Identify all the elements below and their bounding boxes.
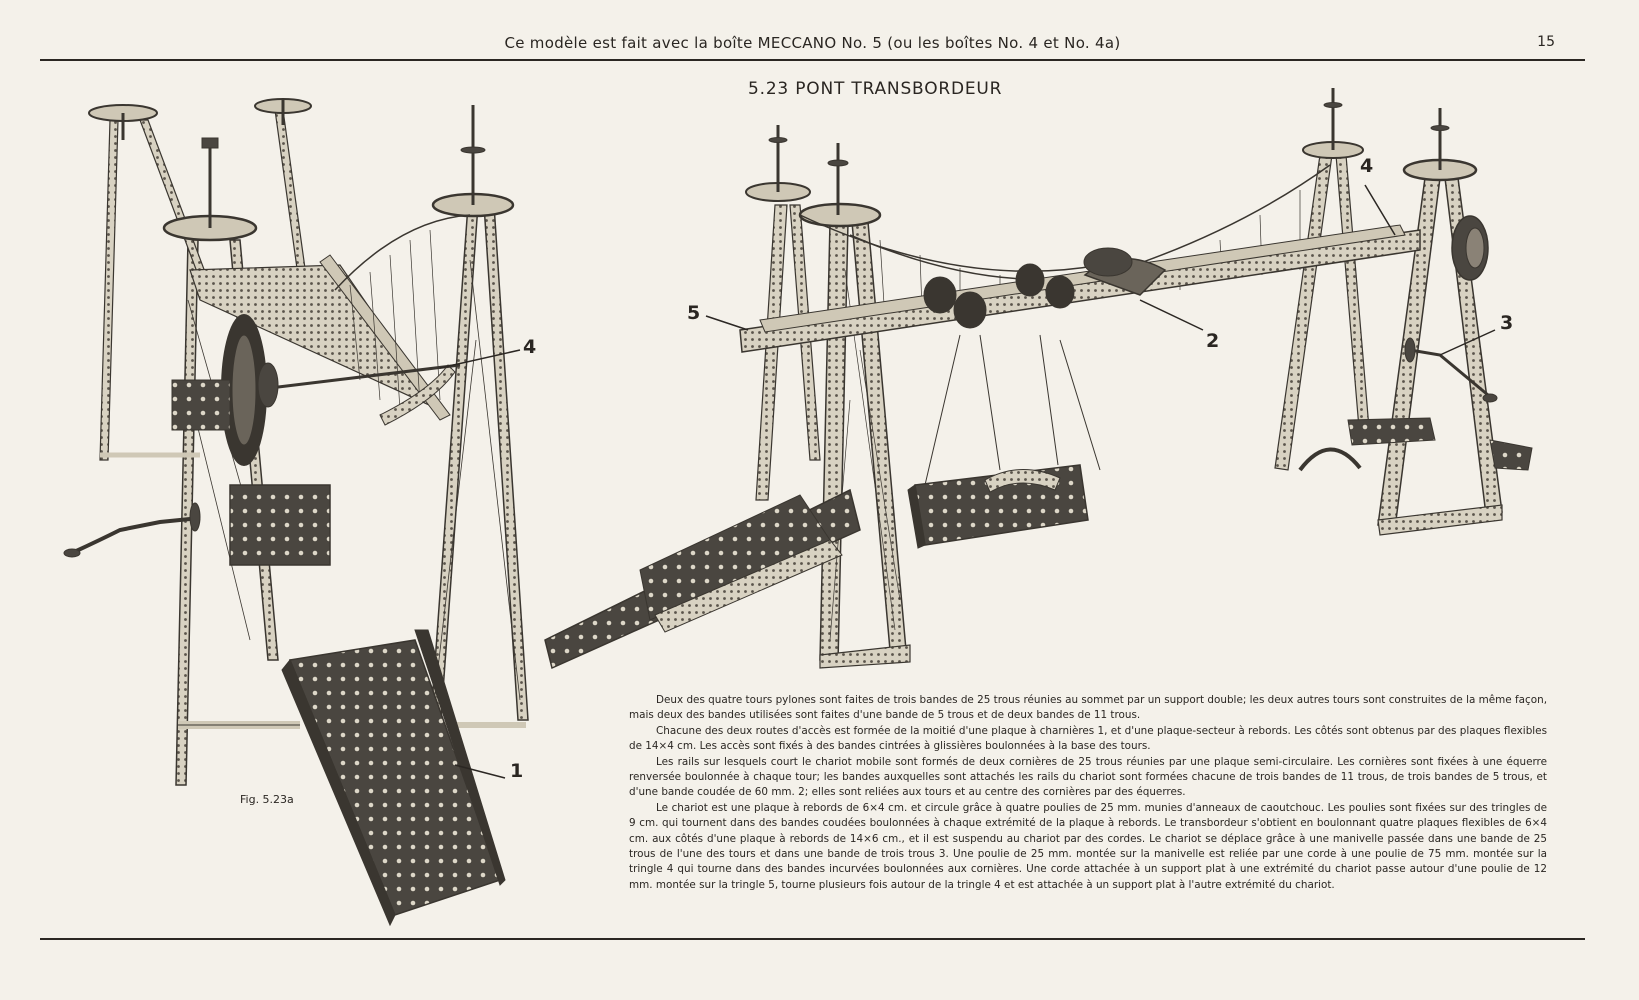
callout-4-right: 4 <box>1360 155 1374 177</box>
callout-leader-4-left <box>440 350 520 368</box>
tower-top-wheels <box>89 99 513 240</box>
right-ramp <box>1300 418 1532 470</box>
callout-4-left: 4 <box>523 336 537 358</box>
model-description <box>629 693 1547 893</box>
callout-2: 2 <box>1206 330 1220 352</box>
callout-leader-5 <box>706 316 748 330</box>
fig-left-end-view <box>64 99 528 925</box>
figure-caption: Fig. 5.23a <box>240 793 294 806</box>
callout-3: 3 <box>1500 312 1514 334</box>
access-ramp <box>282 630 505 925</box>
right-front-tower <box>1378 108 1502 535</box>
description-paragraph: Les rails sur lesquels court le chariot mobile sont formés de deux cornières de 25 trous réunies par une plaque semi-circulaire. Les cornières sont fixées à une équerre renversée boulonnée à chaque tour; les bandes auxquelles sont attachés les rails du chariot sont formées chacune de trois bandes de 11 trous, de trois bandes de 5 trous, et d'une bande coudée de 60 mm. 2; elles sont reliées aux tours et au centre des cornières par des équerres. <box>629 755 1547 799</box>
callout-5: 5 <box>687 302 701 324</box>
description-paragraph: Deux des quatre tours pylones sont faites de trois bandes de 25 trous réunies au sommet par un support double; les deux autres tours sont construites de la même façon, mais deux des bandes utilisées sont faites d'une bande de 5 trous et de deux bandes de 11 trous. <box>629 694 1547 722</box>
page-number: 15 <box>1537 34 1555 50</box>
description-paragraph: Chacune des deux routes d'accès est formée de la moitié d'une plaque à charnières 1, et d'une plaque-secteur à rebords. Les côtés sont obtenus par des plaques flexibles de 14×4 cm. Les accès sont fixés à des bandes cintrées à glissières boulonnées à la base des tours. <box>629 724 1547 753</box>
fig-right-bridge <box>545 88 1532 668</box>
bottom-rule <box>40 938 1585 940</box>
description-paragraph: Le chariot est une plaque à rebords de 6×4 cm. et circule grâce à quatre poulies de 25 mm. munies d'anneaux de caoutchouc. Les poulies sont fixées sur des tringles de 9 cm. qui tournent dans des bandes coudées boulonnées à chaque extrémité de la plaque à rebords. Le transbordeur s'obtient en boulonnant quatre plaques flexibles de 6×4 cm. aux côtés d'une plaque à rebords de 14×6 cm., et il est suspendu au chariot par des cordes. Le chariot se déplace grâce à une manivelle passée dans une bande de 25 trous de l'une des tours et dans une bande de trois trous 3. Une poulie de 25 mm. montée sur la manivelle est reliée par une corde à une poulie de 75 mm. montée sur la tringle 4 qui tourne dans des bandes incurvées boulonnées aux cornières. Une corde attachée à un support plat à une extrémité du chariot passe autour d'une poulie de 12 mm. montée sur la tringle 5, tourne plusieurs fois autour de la tringle 4 et est attachée à un support plat à l'autre extrémité du chariot. <box>629 801 1547 891</box>
left-ramp <box>545 490 860 668</box>
transporter-gondola <box>908 335 1100 548</box>
model-title: 5.23 PONT TRANSBORDEUR <box>748 79 1003 99</box>
header-title: Ce modèle est fait avec la boîte MECCANO No. 5 (ou les boîtes No. 4 et No. 4a) <box>504 34 1121 52</box>
callout-1: 1 <box>510 760 524 782</box>
right-back-tower <box>1275 88 1370 470</box>
callout-leader-2 <box>1140 300 1203 330</box>
